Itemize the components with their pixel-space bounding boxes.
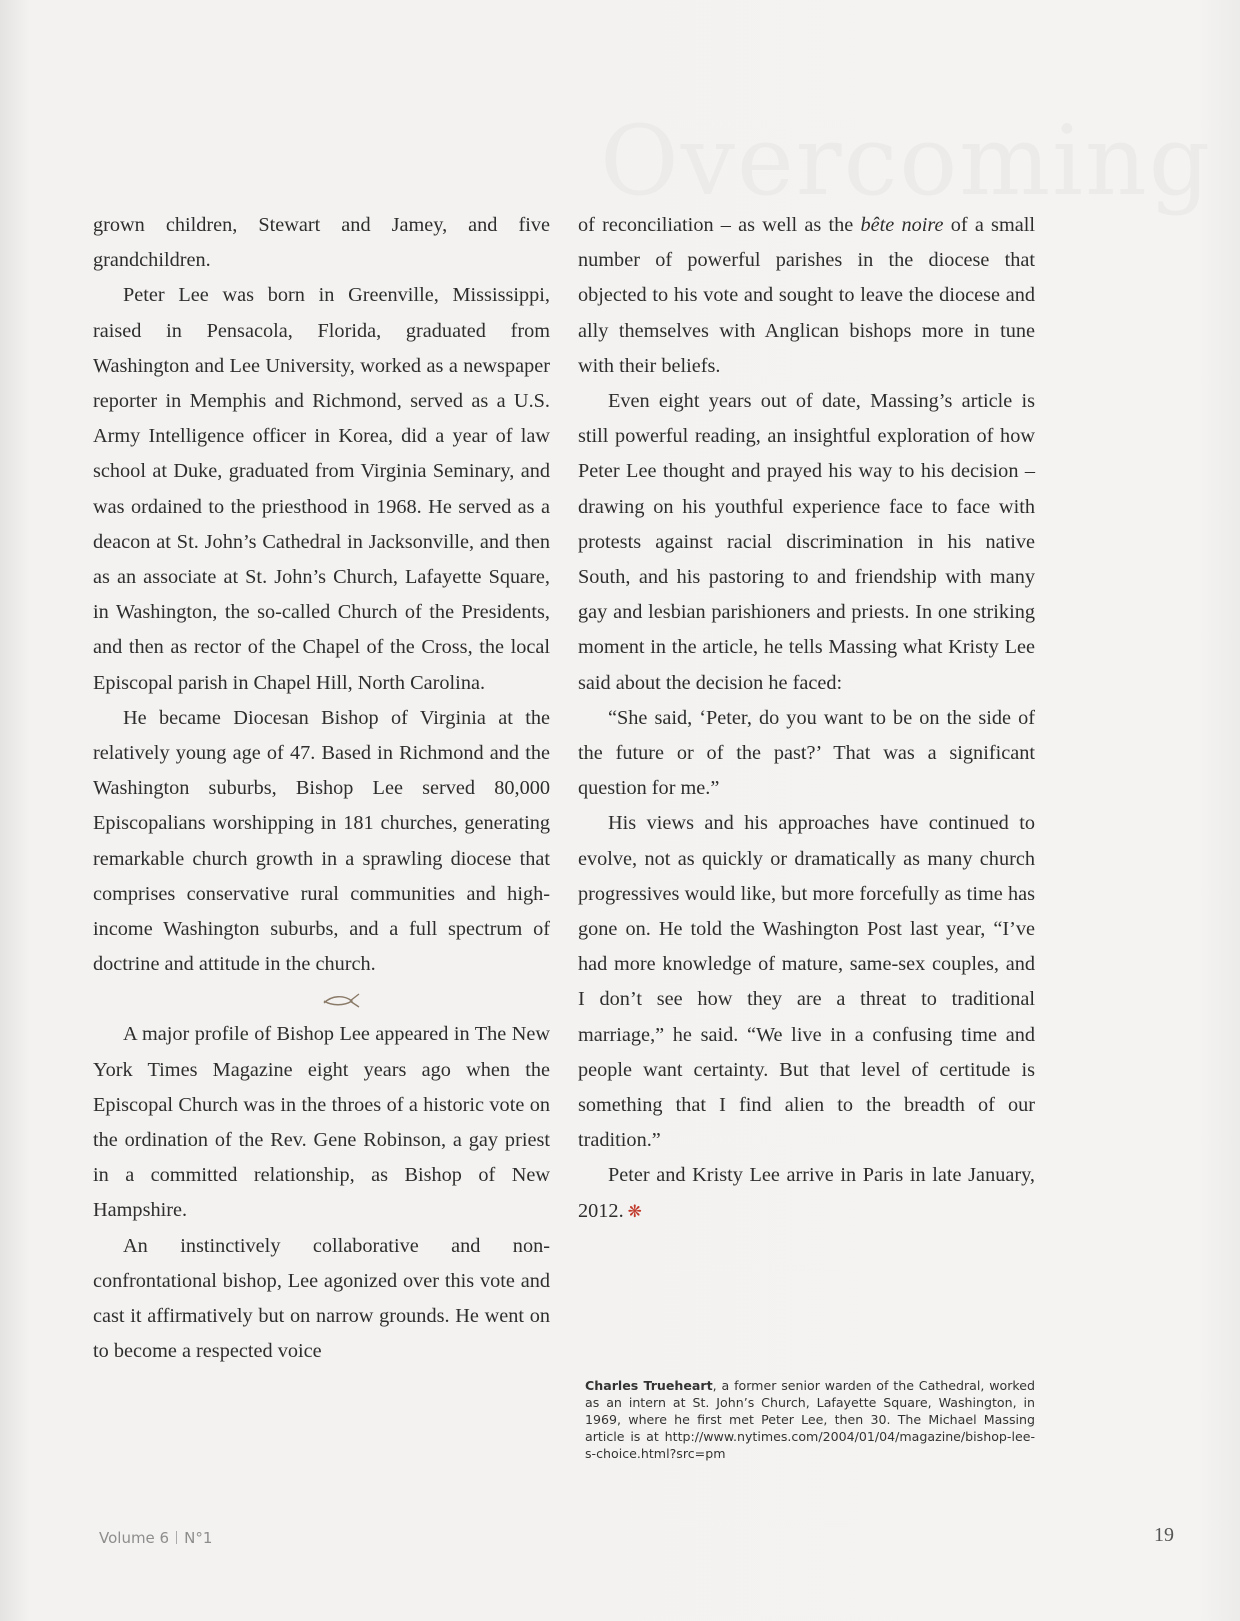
background-show-through: Overcoming <box>600 105 1213 217</box>
paragraph: grown children, Stewart and Jamey, and five grandchildren. <box>93 214 550 272</box>
page-number: 19 <box>1154 1524 1174 1546</box>
paragraph: He became Diocesan Bishop of Virginia at the relatively young age of 47. Based in Richmond and the Washington suburbs, Bishop Lee served 80,000 Episcopalians worshipping in 181 churches, generating remarkable church growth in a sprawling diocese that comprises conservative rural communities and high-income Washington suburbs, and a full spectrum of doctrine and attitude in the church. <box>93 706 550 976</box>
asterisk-star-icon: ❋ <box>627 1201 642 1221</box>
text-run: Peter and Kristy Lee arrive in Paris in late January, 2012. <box>578 1164 1035 1222</box>
author-credit <box>585 1378 1035 1463</box>
author-name: Charles Trueheart <box>585 1378 713 1393</box>
paragraph: An instinctively collaborative and non-confrontational bishop, Lee agonized over this vote and cast it affirmatively but on narrow grounds. He went on to become a respected voice <box>93 1234 550 1363</box>
fish-ornament-icon <box>131 982 550 1017</box>
paragraph: A major profile of Bishop Lee appeared in The New York Times Magazine eight years ago when the Episcopal Church was in the throes of a historic vote on the ordination of the Rev. Gene Robinson, a gay priest in a committed relationship, as Bishop of New Hampshire. <box>93 1023 550 1222</box>
italic-phrase: bête noire <box>860 214 944 236</box>
paragraph: His views and his approaches have continued to evolve, not as quickly or dramatically as many church progressives would like, but more forcefully as time has gone on. He told the Washington Post last year, “I’ve had more knowledge of mature, same-sex couples, and I don’t see how they are a threat to traditional marriage,” he said. “We live in a confusing time and people want certainty. But that level of certitude is something that I find alien to the breadth of our tradition.” <box>578 812 1035 1152</box>
paragraph <box>578 1158 1035 1228</box>
left-column <box>93 208 550 1370</box>
text-run: of reconciliation – as well as the <box>578 214 861 236</box>
quote-paragraph: “She said, ‘Peter, do you want to be on the side of the future or of the past?’ That was a significant question for me.” <box>578 706 1035 800</box>
text-run: of a small number of powerful parishes in the diocese that objected to his vote and sought to leave the diocese and ally themselves with Anglican bishops more in tune with their beliefs. <box>578 214 1035 377</box>
footer-volume <box>99 1529 212 1547</box>
divider <box>176 1531 177 1544</box>
paragraph <box>578 208 1035 384</box>
right-column <box>578 208 1035 1229</box>
volume-label: Volume 6 <box>99 1529 170 1547</box>
paragraph: Even eight years out of date, Massing’s article is still powerful reading, an insightful exploration of how Peter Lee thought and prayed his way to his decision – drawing on his youthful experience face to face with protests against racial discrimination in his native South, and his pastoring to and friendship with many gay and lesbian parishioners and priests. In one striking moment in the article, he tells Massing what Kristy Lee said about the decision he faced: <box>578 390 1035 694</box>
issue-label: N°1 <box>184 1529 213 1547</box>
paragraph: Peter Lee was born in Greenville, Mississippi, raised in Pensacola, Florida, graduated from Washington and Lee University, worked as a newspaper reporter in Memphis and Richmond, served as a U.S. Army Intelligence officer in Korea, did a year of law school at Duke, graduated from Virginia Seminary, and was ordained to the priesthood in 1968. He served as a deacon at St. John’s Cathedral in Jacksonville, and then as an associate at St. John’s Church, Lafayette Square, in Washington, the so-called Church of the Presidents, and then as rector of the Chapel of the Cross, the local Episcopal parish in Chapel Hill, North Carolina. <box>93 284 550 694</box>
author-bio: , a former senior warden of the Cathedral, worked as an intern at St. John’s Church, Lafayette Square, Washington, in 1969, where he first met Peter Lee, then 30. The Michael Massing article is at http://www.nytimes.com/2004/01/04/magazine/bishop-lee-s-choice.html?src=pm <box>585 1378 1035 1461</box>
